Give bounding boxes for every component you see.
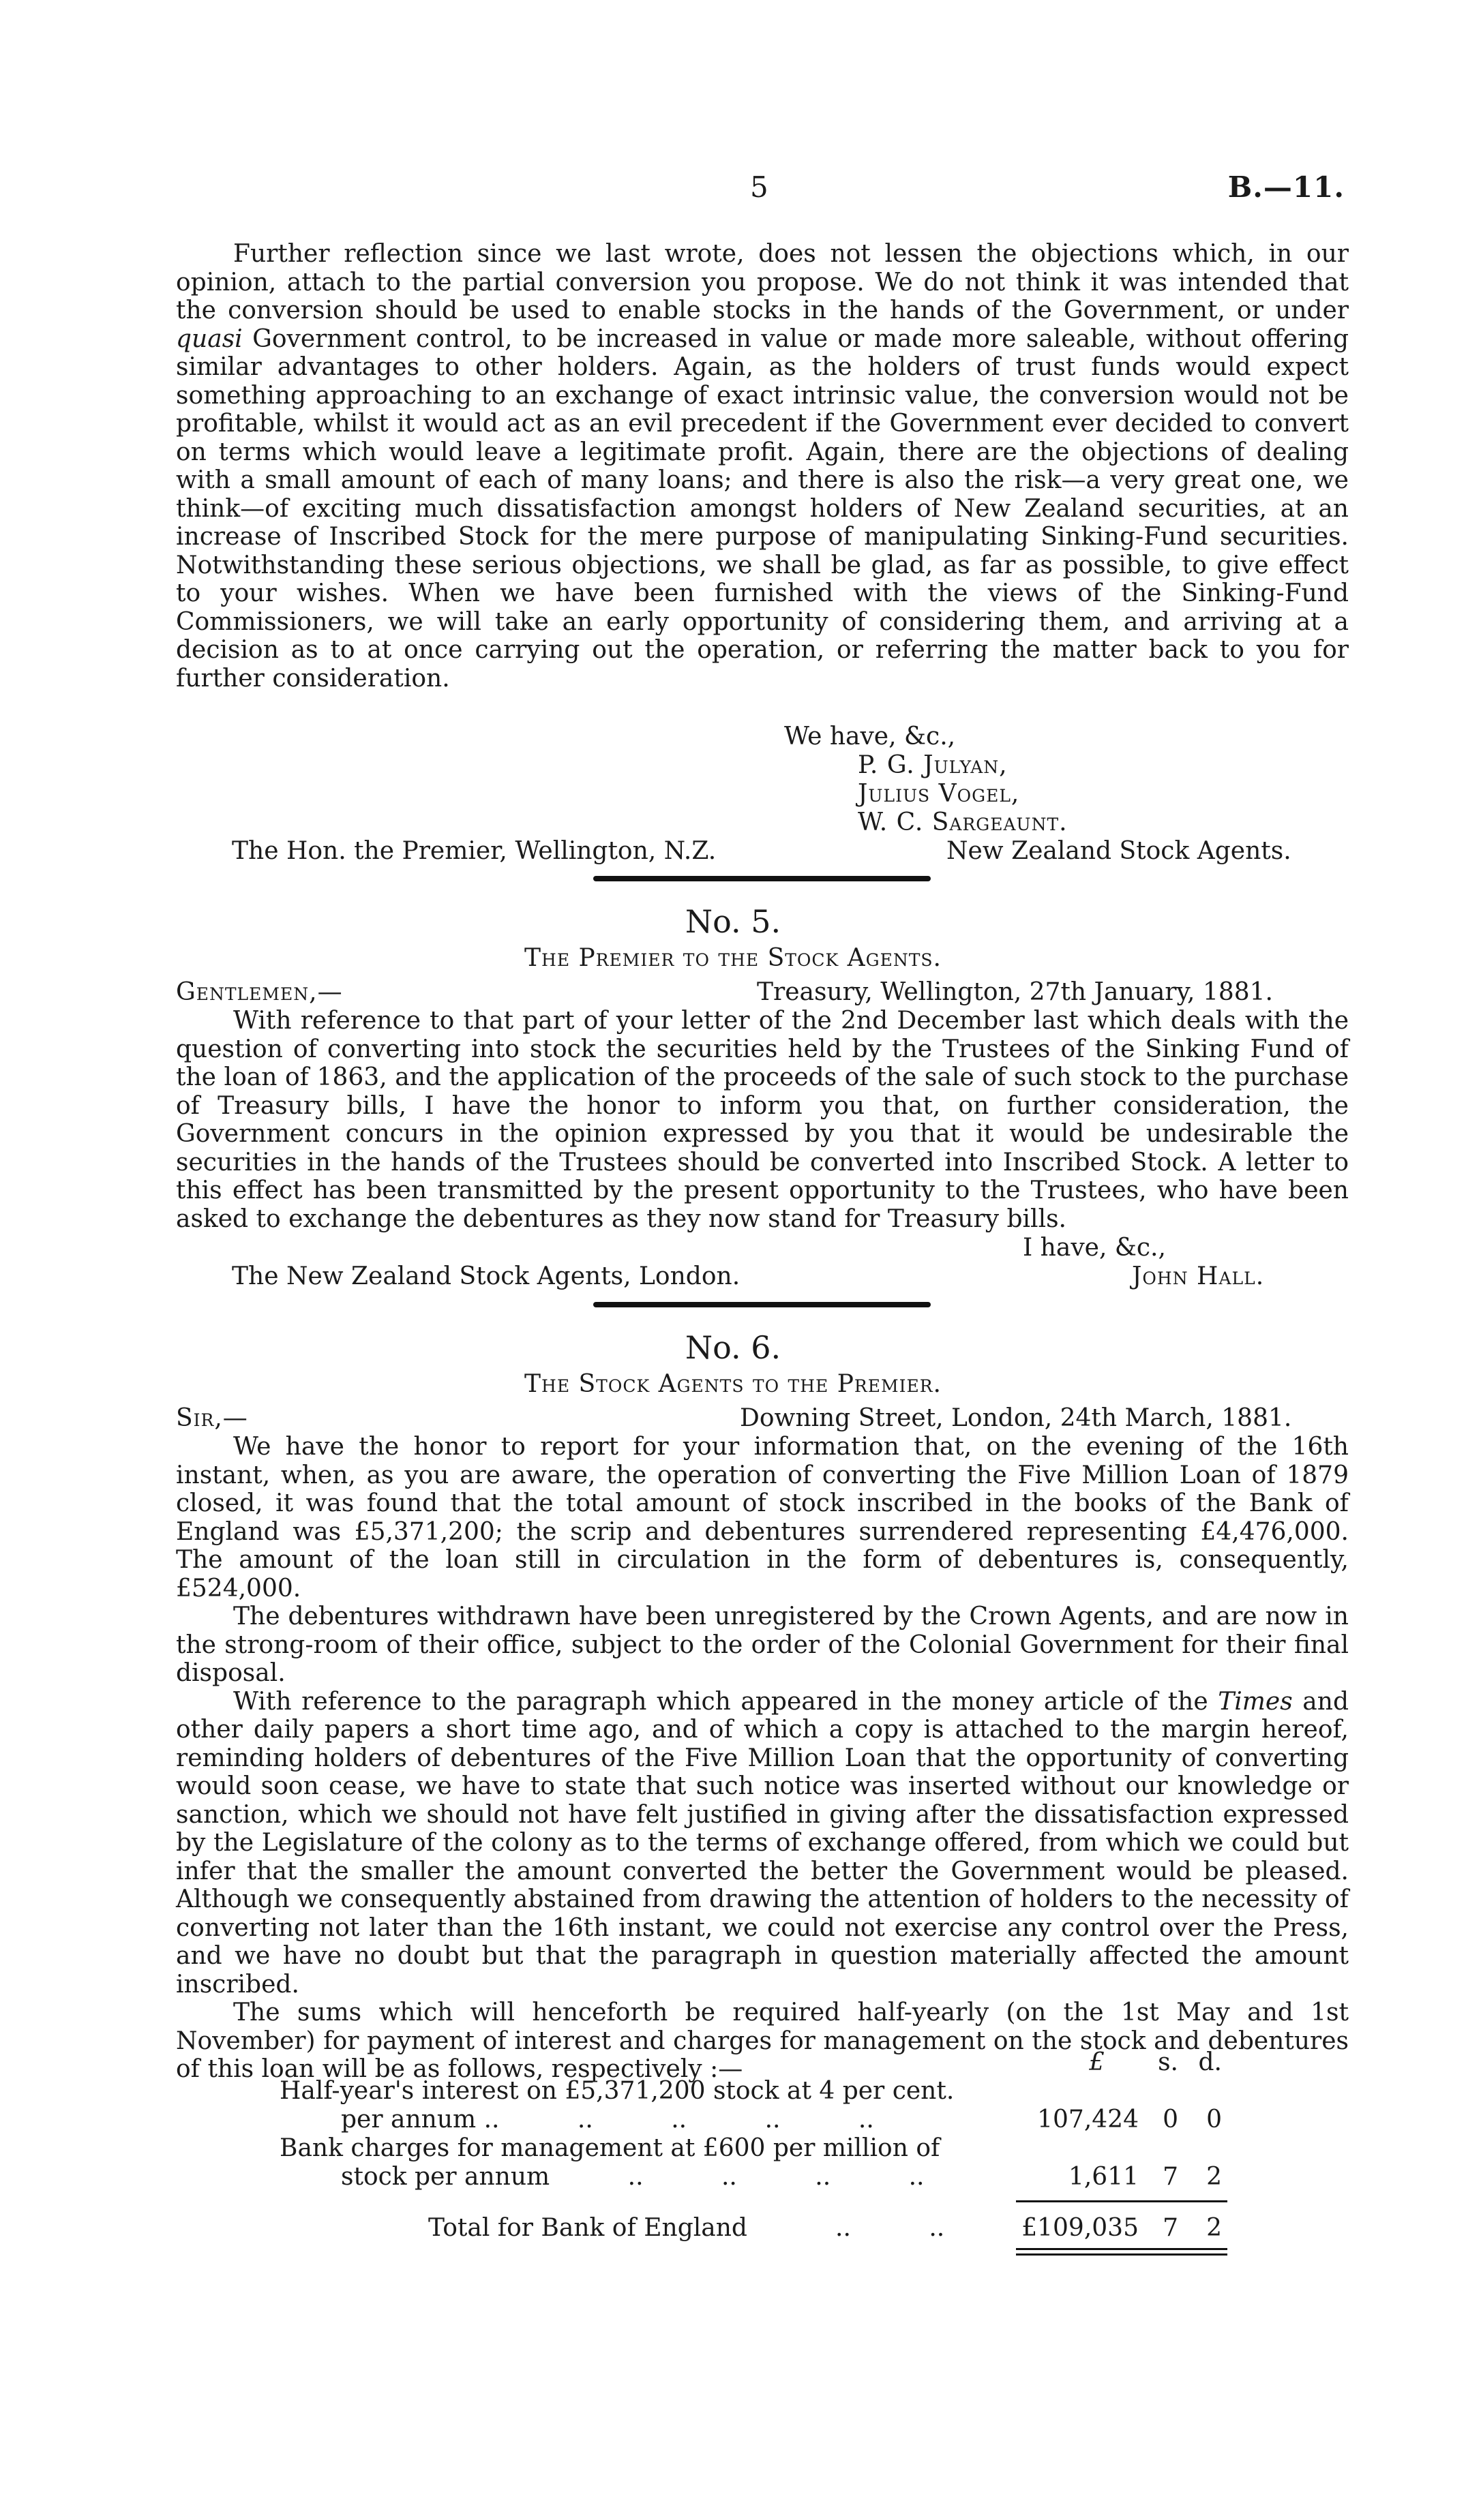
- letter6-paragraph-1: We have the honor to report for your information that, on the evening of the 16th instant, when, as you are aware, the operation of converting the Five Million Loan of 1879 closed, it was found that the total amount of stock inscribed in the books of the Bank of England was £5,371,200; the scrip and debentures surrendered representing £4,476,000. The amount of the loan still in circulation in the form of debentures is, consequently, £524,000.: [176, 1433, 1349, 1603]
- section-rule: [593, 1302, 931, 1307]
- letter6-paragraph-2: The debentures withdrawn have been unregistered by the Crown Agents, and are now in the strong-room of their office, subject to the order of the Colonial Government for their final disposal.: [176, 1603, 1349, 1687]
- letter5-title-text: The Premier to the Stock Agents.: [524, 944, 942, 972]
- table-row-1-pence: 0: [1206, 2106, 1222, 2134]
- letter5-signatory: John Hall.: [1132, 1262, 1265, 1290]
- document-reference: B.—11.: [1227, 170, 1345, 204]
- letter4-signatory-title: New Zealand Stock Agents.: [946, 837, 1291, 865]
- letter4-signatory-1: P. G. Julyan,: [858, 751, 1008, 779]
- section-rule: [593, 876, 931, 881]
- letter4-signatory-2: Julius Vogel,: [858, 780, 1020, 808]
- letter6-dateline: Downing Street, London, 24th March, 1881.: [740, 1404, 1292, 1432]
- letter4-signatory-3: W. C. Sargeaunt.: [858, 808, 1068, 836]
- letter5-addressee: The New Zealand Stock Agents, London.: [232, 1262, 741, 1290]
- table-total-shillings: 7: [1163, 2214, 1178, 2242]
- letter5-paragraph: With reference to that part of your letter of the 2nd December last which deals with the question of converting into stock the securities held by the Trustees of the Sinking Fund of the loan of 1863, and the application of the proceeds of the sale of such stock to the purchase of Treasury bills, I have the honor to inform you that, on further consideration, the Government concurs in the opinion expressed by you that it would be undesirable the securities in the hands of the Trustees should be converted into Inscribed Stock. A letter to this effect has been transmitted by the present opportunity to the Trustees, who have been asked to exchange the debentures as they now stand for Treasury bills.: [176, 1007, 1349, 1233]
- table-row-1-pounds: 107,424: [1037, 2106, 1139, 2134]
- letter4-body: [176, 240, 1349, 693]
- letter6-title: [0, 1370, 1466, 1398]
- table-row-1-line-2: per annum .. .. .. .. ..: [341, 2106, 874, 2134]
- letter6-title-text: The Stock Agents to the Premier.: [524, 1370, 942, 1398]
- letter4-closing: We have, &c.,: [784, 723, 956, 750]
- letter5-dateline: Treasury, Wellington, 27th January, 1881.: [757, 978, 1274, 1006]
- table-total-pence: 2: [1206, 2214, 1222, 2242]
- table-row-2-line-1: Bank charges for management at £600 per million of: [280, 2134, 940, 2162]
- letter6-salutation: Sir,—: [176, 1404, 248, 1432]
- column-header-pence: d.: [1198, 2048, 1222, 2076]
- table-row-2-line-2: stock per annum .. .. .. ..: [341, 2163, 925, 2191]
- letter6-body: [176, 1433, 1349, 2084]
- letter5-title: [0, 944, 1466, 972]
- table-total-pounds: £109,035: [1021, 2214, 1139, 2242]
- letter5-salutation: Gentlemen,—: [176, 978, 343, 1006]
- letter6-number: No. 6.: [685, 1329, 781, 1366]
- letter4-paragraph: Further reflection since we last wrote, does not lessen the objections which, in our opinion, attach to the partial conversion you propose. We do not think it was intended that the conversion should be used to enable stocks in the hands of the Government, or under quasi Government control, to be increased in value or made more saleable, without offering similar advantages to other holders. Again, as the holders of trust funds would expect something approaching to an exchange of exact intrinsic value, the conversion would not be profitable, whilst it would act as an evil precedent if the Government ever decided to convert on terms which would leave a legitimate profit. Again, there are the objections of dealing with a small amount of each of many loans; and there is also the risk—a very great one, we think—of exciting much dissatisfaction amongst holders of New Zealand securities, at an increase of Inscribed Stock for the mere purpose of manipulating Sinking-Fund securities. Notwithstanding these serious objections, we shall be glad, as far as possible, to give effect to your wishes. When we have been furnished with the views of the Sinking-Fund Commissioners, we will take an early opportunity of considering them, and arriving at a decision as to at once carrying out the operation, or referring the matter back to you for further consideration.: [176, 240, 1349, 693]
- table-row-1-shillings: 0: [1163, 2106, 1178, 2134]
- letter6-paragraph-4: The sums which will henceforth be required half-yearly (on the 1st May and 1st November) for payment of interest and charges for management on the stock and debentures of this loan will be as follows, respectively :—: [176, 1999, 1349, 2083]
- table-total-dots: .. ..: [835, 2214, 945, 2242]
- total-rule-bottom: [1016, 2253, 1227, 2256]
- table-total-label: Total for Bank of England: [428, 2214, 747, 2242]
- column-header-pounds: £: [1089, 2048, 1105, 2076]
- letter4-addressee: The Hon. the Premier, Wellington, N.Z.: [232, 837, 717, 865]
- total-rule-top: [1016, 2248, 1227, 2250]
- letter6-paragraph-3: With reference to the paragraph which appeared in the money article of the Times and other daily papers a short time ago, and of which a copy is attached to the margin hereof, reminding holders of debentures of the Five Million Loan that the opportunity of converting would soon cease, we have to state that such notice was inserted without our knowledge or sanction, which we should not have felt justified in giving after the dissatisfaction expressed by the Legislature of the colony as to the terms of exchange offered, from which we could but infer that the smaller the amount converted the better the Government would be pleased. Although we consequently abstained from drawing the attention of holders to the necessity of converting not later than the 16th instant, we could not exercise any control over the Press, and we have no doubt but that the paragraph in question materially affected the amount inscribed.: [176, 1687, 1349, 1999]
- letter5-closing: I have, &c.,: [1023, 1234, 1166, 1262]
- subtotal-rule: [1016, 2200, 1227, 2202]
- letter5-number: No. 5.: [685, 903, 781, 940]
- table-row-2-pence: 2: [1206, 2163, 1222, 2191]
- table-row-2-pounds: 1,611: [1068, 2163, 1139, 2191]
- column-header-shillings: s.: [1158, 2048, 1178, 2076]
- page-number: 5: [750, 170, 768, 204]
- table-row-2-shillings: 7: [1163, 2163, 1178, 2191]
- table-row-1-line-1: Half-year's interest on £5,371,200 stock at 4 per cent.: [280, 2077, 955, 2105]
- letter5-body: [176, 1007, 1349, 1233]
